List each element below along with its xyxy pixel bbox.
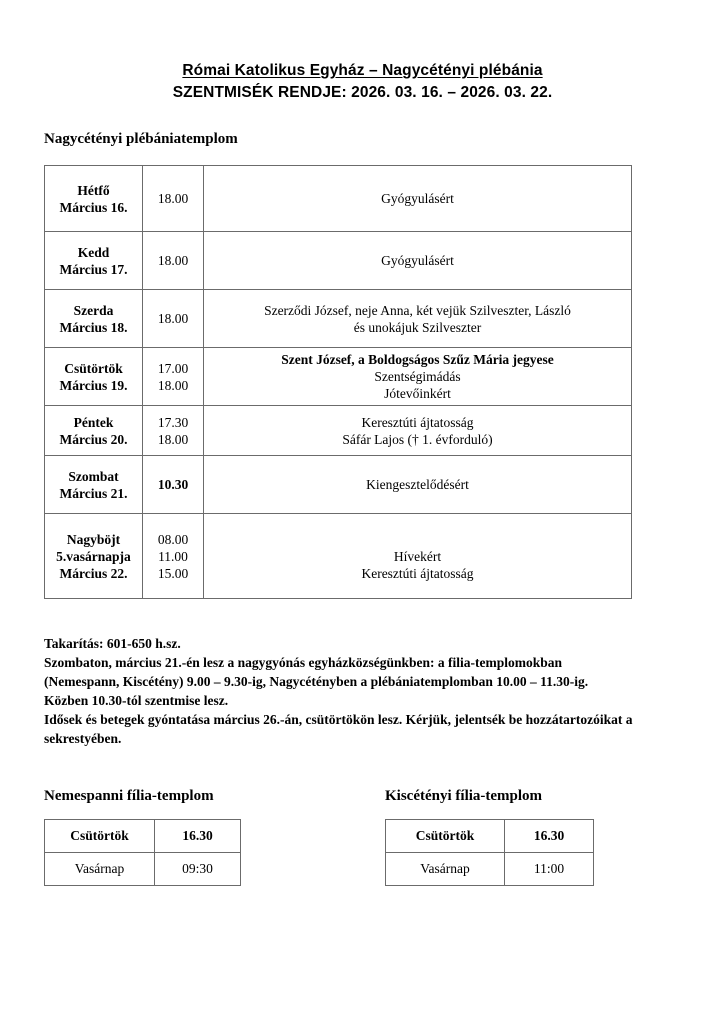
schedule-intention-line: Szerződi József, neje Anna, két vejük Szilveszter, László (264, 302, 571, 318)
schedule-intention-line: Gyógyulásért (381, 191, 454, 206)
kisceteny-filia-time-cell: 11:00 (505, 853, 594, 886)
schedule-day-line: Csütörtök (64, 360, 123, 376)
nemespann-filia-table (44, 819, 241, 886)
nemespann-filia-row (45, 820, 241, 853)
schedule-time-line: 18.00 (157, 377, 189, 393)
nemespann-filia-day-cell: Csütörtök (45, 820, 155, 853)
header-title-line2: SZENTMISÉK RENDJE: 2026. 03. 16. – 2026. 03. 22. (172, 84, 553, 101)
schedule-row (45, 456, 632, 514)
schedule-time-line: 17.00 (157, 360, 189, 376)
mass-schedule-table (44, 165, 632, 599)
schedule-time-cell (143, 406, 204, 456)
schedule-day-cell (45, 406, 143, 456)
schedule-time-cell (143, 348, 204, 406)
schedule-intention-line: Kiengesztelődésért (366, 477, 469, 492)
notes-block (44, 634, 689, 748)
nemespann-filia-time-cell: 16.30 (155, 820, 241, 853)
schedule-time-cell (143, 166, 204, 232)
schedule-intention-line: Hívekért (393, 548, 442, 564)
schedule-time-line: 10.30 (157, 477, 189, 492)
note-line-4: Közben 10.30-tól szentmise lesz. (44, 693, 229, 708)
schedule-intention-line: Szent József, a Boldogságos Szűz Mária jegyese (281, 352, 554, 367)
schedule-intention-line: Keresztúti ájtatosság (361, 414, 474, 430)
document-header (0, 60, 725, 103)
schedule-time-line: 11.00 (158, 548, 188, 564)
nemespann-filia-time-cell: 09:30 (155, 853, 241, 886)
note-line-5: Idősek és betegek gyóntatása március 26.-án, csütörtökön lesz. Kérjük, jelentsék be hozzátartozóikat a (44, 712, 633, 727)
schedule-day-line: Március 20. (59, 431, 128, 447)
schedule-intention-cell (204, 406, 632, 456)
schedule-day-line: Hétfő (77, 182, 110, 198)
schedule-time-line: 18.00 (157, 191, 189, 206)
schedule-time-line: 18.00 (157, 431, 189, 447)
kisceteny-filia-time-cell: 16.30 (505, 820, 594, 853)
schedule-intention-cell (204, 514, 632, 599)
schedule-day-cell (45, 290, 143, 348)
note-line-2: Szombaton, március 21.-én lesz a nagygyónás egyházközségünkben: a filia-templomokban (44, 655, 563, 670)
schedule-day-line: Március 22. (59, 565, 128, 581)
schedule-day-line: Március 17. (59, 261, 128, 277)
nemespann-filia-day-cell: Vasárnap (45, 853, 155, 886)
schedule-day-line: Március 19. (59, 377, 128, 393)
schedule-day-cell (45, 232, 143, 290)
schedule-day-line: Kedd (77, 244, 110, 260)
schedule-time-line: 15.00 (157, 565, 189, 581)
nemespann-filia-row (45, 853, 241, 886)
schedule-day-line: Péntek (73, 414, 114, 430)
schedule-row (45, 232, 632, 290)
schedule-row (45, 290, 632, 348)
main-church-section-title: Nagycétényi plébániatemplom (44, 131, 238, 147)
note-line-1: Takarítás: 601-650 h.sz. (44, 636, 181, 651)
schedule-time-line: 17.30 (157, 414, 189, 430)
nemespann-filia-body (45, 820, 241, 886)
schedule-time-line: 18.00 (157, 311, 189, 326)
schedule-intention-line: Sáfár Lajos († 1. évforduló) (342, 431, 493, 447)
mass-schedule-body (45, 166, 632, 599)
schedule-intention-cell (204, 232, 632, 290)
schedule-time-cell (143, 514, 204, 599)
schedule-day-cell (45, 348, 143, 406)
kisceteny-filia-title: Kiscétényi fília-templom (385, 788, 543, 804)
header-title-line1: Római Katolikus Egyház – Nagycétényi plébánia (182, 62, 543, 79)
kisceteny-filia-table (385, 819, 594, 886)
schedule-day-cell (45, 456, 143, 514)
schedule-time-cell (143, 456, 204, 514)
schedule-time-line: 08.00 (157, 531, 189, 547)
schedule-day-line: Szombat (68, 468, 119, 484)
schedule-row (45, 514, 632, 599)
schedule-intention-cell (204, 166, 632, 232)
schedule-row (45, 348, 632, 406)
schedule-row (45, 406, 632, 456)
schedule-intention-cell (204, 348, 632, 406)
schedule-intention-line: Szentségimádás (374, 369, 461, 384)
note-line-3: (Nemespann, Kiscétény) 9.00 – 9.30-ig, Nagycétényben a plébániatemplomban 10.00 – 11.30-ig. (44, 674, 589, 689)
schedule-day-line: 5.vasárnapja (56, 548, 131, 564)
schedule-intention-cell (204, 456, 632, 514)
nemespann-filia-title: Nemespanni fília-templom (44, 788, 214, 804)
kisceteny-filia-body (386, 820, 594, 886)
note-line-6: sekrestyében. (44, 731, 122, 746)
kisceteny-filia-row (386, 853, 594, 886)
schedule-row (45, 166, 632, 232)
schedule-intention-line: Keresztúti ájtatosság (361, 565, 474, 581)
schedule-intention-line: és unokájuk Szilveszter (353, 319, 482, 335)
schedule-intention-cell (204, 290, 632, 348)
schedule-time-cell (143, 290, 204, 348)
schedule-intention-spacer (204, 531, 631, 548)
kisceteny-filia-day-cell: Vasárnap (386, 853, 505, 886)
schedule-day-line: Szerda (73, 302, 114, 318)
kisceteny-filia-row (386, 820, 594, 853)
schedule-intention-line: Gyógyulásért (381, 253, 454, 268)
schedule-intention-line: Jótevőinkért (384, 386, 451, 401)
schedule-day-cell (45, 166, 143, 232)
schedule-day-line: Nagyböjt (66, 531, 121, 547)
schedule-day-line: Március 16. (59, 199, 128, 215)
schedule-day-cell (45, 514, 143, 599)
schedule-time-line: 18.00 (157, 253, 189, 268)
schedule-day-line: Március 21. (59, 485, 128, 501)
schedule-time-cell (143, 232, 204, 290)
schedule-day-line: Március 18. (59, 319, 128, 335)
kisceteny-filia-day-cell: Csütörtök (386, 820, 505, 853)
